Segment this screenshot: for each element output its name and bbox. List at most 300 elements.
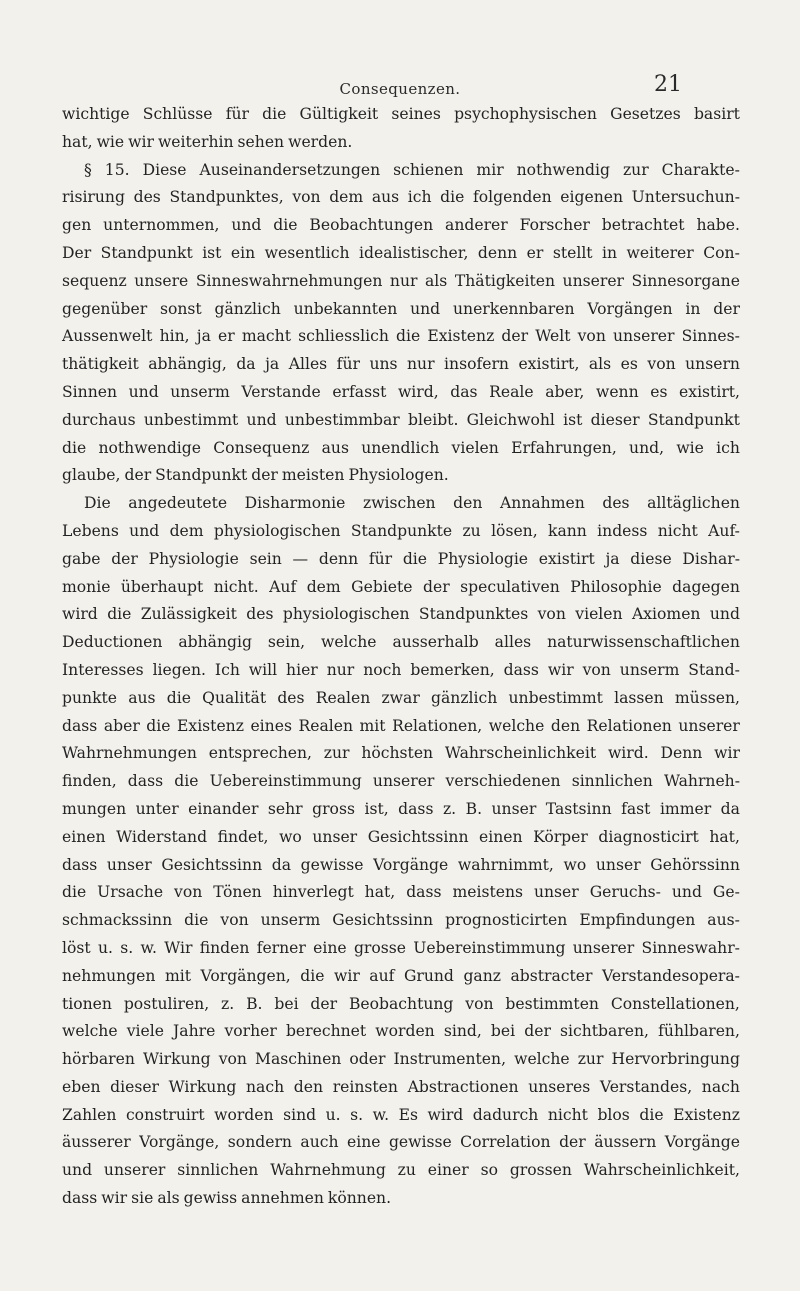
word: Tastsinn [545,799,612,818]
word: dem [329,188,364,207]
word: unserer [678,716,740,735]
word: Wir [164,938,193,957]
word: auch [300,1133,339,1152]
text-line [62,657,740,685]
word: von [220,911,249,930]
text-line [62,740,740,768]
word: Standpunkt [100,243,193,262]
word: wird. [607,744,649,763]
word: meisten [281,466,345,485]
text-line [62,796,740,824]
word: unbestimmt [143,410,239,429]
word: Gesichtssinn [332,911,434,930]
word: betrachtet [601,216,685,235]
word: die [174,772,199,791]
word: unsere [134,271,189,290]
word: Zulässigkeit [140,605,237,624]
word: Widerstand [116,827,208,846]
word: Disharmonie [244,494,346,513]
word: schmackssinn [62,911,173,930]
word: naturwissenschaftlichen [547,633,740,652]
word: prognosticirten [445,911,568,930]
word: schienen [393,160,464,179]
word: § [84,160,92,179]
word: zur [323,744,350,763]
word: da [236,355,256,374]
word: verschiedenen [445,772,561,791]
word: sinnlichen [177,1161,259,1180]
word: Thätigkeiten [454,271,556,290]
word: von [537,605,566,624]
word: entsprechen, [208,744,312,763]
text-line [62,601,740,629]
word: Standpunkt [155,466,248,485]
word: annehmen [241,1189,324,1208]
word: können. [327,1189,392,1208]
word: Constellationen, [610,994,740,1013]
word: den [293,1077,324,1096]
word: Lebens [62,521,119,540]
word: unbestimmbar [284,410,400,429]
word: wir [547,660,574,679]
word: bei [274,994,299,1013]
text-line [62,824,740,852]
word: und [231,216,262,235]
word: dadurch [472,1105,539,1124]
word: gabe [62,549,101,568]
word: für [368,549,393,568]
word: Verstande [241,382,321,401]
word: Sinneswahrnehmungen [195,271,383,290]
word: risirung [62,188,125,207]
word: vielen [575,605,623,624]
word: als [157,1189,180,1208]
word: abhängig [178,633,252,652]
word: ich [407,188,432,207]
word: Es [398,1105,418,1124]
word: nothwendig [516,160,610,179]
word: diese [630,549,672,568]
word: sehr [267,799,303,818]
word: nur [389,271,418,290]
word: dass [398,799,434,818]
word: postuliren, [123,994,210,1013]
word: des [246,605,274,624]
word: unseres [528,1077,591,1096]
word: dagegen [672,577,740,596]
word: Gleichwohl [466,410,555,429]
word: viele [126,1022,164,1041]
word: des [277,688,305,707]
word: physiologischen [213,521,341,540]
word: von [582,660,611,679]
word: Auf [269,577,297,596]
word: ferner [256,938,306,957]
word: Vorgängen [587,299,673,318]
word: Sinnes- [681,327,740,346]
word: die [62,883,87,902]
word: die [440,188,465,207]
word: dass [406,883,442,902]
text-line [62,629,740,657]
word: er [218,327,235,346]
word: dass [127,772,164,791]
word: Existenz [177,716,244,735]
word: gewisse [300,855,364,874]
word: sind [283,1105,317,1124]
word: durchaus [62,410,136,429]
word: die [166,688,191,707]
word: der [310,994,338,1013]
word: findet, [217,827,269,846]
word: wo [279,827,302,846]
word: Sinneswahr- [641,938,740,957]
word: fühlbaren, [658,1022,740,1041]
word: unser [106,855,152,874]
text-line [62,1129,740,1157]
word: Vorgängen, [200,966,291,985]
word: und [410,299,441,318]
word: welche [62,1022,118,1041]
word: von [218,1050,247,1069]
word: der [124,466,152,485]
word: insofern [444,355,509,374]
word: Gebiete [351,577,413,596]
word: von [465,994,494,1013]
word: unser [312,827,358,846]
word: unser [595,855,641,874]
word: ja [605,549,620,568]
word: die [300,966,325,985]
word: des [133,188,161,207]
word: Wahrneh- [663,772,740,791]
word: vorher [224,1022,277,1041]
word: und [62,1161,93,1180]
word: hat, [62,132,93,151]
word: die [146,716,171,735]
word: für [336,355,360,374]
word: diagnosticirt [598,827,699,846]
word: als [588,355,612,374]
word: Consequenz [213,438,310,457]
word: schliesslich [298,327,389,346]
text-line [62,907,740,935]
word: folgenden [473,188,552,207]
word: existirt, [518,355,580,374]
word: physiologischen [282,605,410,624]
word: wird, [397,382,439,401]
word: sein [249,549,282,568]
word: nicht. [213,577,259,596]
word: Physiologie [148,549,239,568]
word: B. [465,799,483,818]
word: bei [490,1022,516,1041]
word: Relationen [586,716,672,735]
word: Beobachtungen [309,216,434,235]
word: dass [62,1189,98,1208]
word: berechnet [285,1022,367,1041]
word: meistens [452,883,523,902]
word: nicht [657,521,698,540]
word: w. [140,938,157,957]
word: Correlation [460,1133,551,1152]
word: ist [202,243,222,262]
word: denn [318,549,359,568]
word: gegenüber [62,299,148,318]
word: z. [221,994,235,1013]
word: Denn [660,744,703,763]
word: hat, [364,883,396,902]
word: einer [427,1161,469,1180]
word: grosse [353,938,406,957]
word: liegen. [152,660,206,679]
word: w. [372,1105,390,1124]
text-line [62,407,740,435]
word: sequenz [62,271,127,290]
word: eigenen [560,188,624,207]
word: nicht [547,1105,588,1124]
word: tionen [62,994,112,1013]
word: abhängig, [148,355,227,374]
word: Standpunkt [647,410,740,429]
word: unternommen, [103,216,220,235]
word: ganz [463,966,501,985]
word: will [248,660,278,679]
word: den [453,494,483,513]
word: wird [62,605,98,624]
word: Uebereinstimmung [413,938,566,957]
word: Diese [142,160,187,179]
word: aber [103,716,140,735]
word: sichtbaren, [560,1022,650,1041]
word: unser [491,799,537,818]
word: Geruchs- [589,883,661,902]
word: Maschinen [255,1050,342,1069]
word: nur [326,660,355,679]
word: zwar [381,688,420,707]
text-line [62,574,740,602]
word: bestimmten [505,994,599,1013]
word: nothwendige [98,438,201,457]
word: ist [563,410,583,429]
word: und, [629,438,665,457]
text-line [62,1074,740,1102]
word: reinsten [332,1077,398,1096]
word: hier [286,660,318,679]
word: weiterhin [157,132,234,151]
word: überhaupt [120,577,204,596]
word: Wahrscheinlichkeit, [583,1161,740,1180]
word: des [602,494,630,513]
word: die [184,911,209,930]
word: u. [325,1105,341,1124]
word: der [524,1022,551,1041]
word: und [709,605,740,624]
word: welche [320,633,377,652]
word: dass [62,855,98,874]
word: Hervorbringung [611,1050,740,1069]
word: noch [363,660,402,679]
word: uns [369,355,398,374]
word: idealistischer, [359,243,469,262]
word: gewisse [388,1133,452,1152]
text-line [62,268,740,296]
word: Existenz [427,327,495,346]
word: mit [164,966,192,985]
word: Schlüsse [142,105,213,123]
text-line [62,157,740,185]
word: zu [462,521,481,540]
word: ja [265,355,280,374]
word: wir [333,966,360,985]
word: unserm [260,911,321,930]
word: erfasst [332,382,387,401]
word: lassen [614,688,664,707]
word: mungen [62,799,127,818]
word: Wirkung [168,1077,237,1096]
word: kann [548,521,587,540]
word: Vorgänge [664,1133,740,1152]
word: oder [349,1050,386,1069]
word: psychophysischen [454,105,597,123]
word: Zahlen [62,1105,117,1124]
word: wir [101,1189,128,1208]
word: Physiologen. [348,466,449,485]
word: welche [488,716,545,735]
word: eine [346,1133,381,1152]
word: er [526,243,544,262]
word: habe. [696,216,740,235]
word: Relationen, [392,716,483,735]
word: es [650,382,668,401]
word: ausserhalb [392,633,479,652]
word: wird [427,1105,464,1124]
word: ja [196,327,211,346]
word: einen [479,827,523,846]
text-line [62,323,740,351]
word: Stand- [688,660,740,679]
word: Ich [214,660,240,679]
word: indess [597,521,648,540]
word: basirt [693,105,740,123]
word: als [425,271,448,290]
word: Beobachtung [348,994,454,1013]
word: thätigkeit [62,355,139,374]
word: die [273,216,298,235]
word: 15. [104,160,130,179]
word: Die [84,494,111,513]
word: zu [397,1161,416,1180]
word: sinnlichen [571,772,653,791]
word: einen [62,827,106,846]
word: gänzlich [214,299,281,318]
word: unerkennbaren [452,299,575,318]
word: Empfindungen [579,911,696,930]
word: mir [476,160,504,179]
word: unendlich [361,438,440,457]
word: die [262,105,287,123]
word: unserer [372,772,435,791]
word: da [271,855,292,874]
word: Erfahrungen, [511,438,617,457]
word: Existenz [673,1105,740,1124]
word: B. [246,994,263,1013]
word: so [480,1161,498,1180]
word: zwischen [362,494,436,513]
word: wie [676,438,704,457]
word: hat, [709,827,740,846]
word: zur [577,1050,604,1069]
word: Abstractionen [407,1077,519,1096]
word: Dishar- [682,549,740,568]
word: alles [494,633,532,652]
word: Uebereinstimmung [209,772,362,791]
word: die [107,605,132,624]
word: Gesichtssinn [161,855,263,874]
text-line [62,518,740,546]
word: der [501,327,529,346]
word: wir [128,132,154,151]
word: eben [62,1077,101,1096]
word: nur [407,355,435,374]
word: eines [250,716,292,735]
word: äussern [594,1133,657,1152]
word: Welt [535,327,571,346]
word: Untersuchun- [631,188,740,207]
text-line [62,1018,740,1046]
word: weiterer [626,243,694,262]
word: Realen [315,688,371,707]
text-line [62,879,740,907]
text-line [62,1046,740,1074]
word: angedeutete [128,494,228,513]
word: Vorgänge, [139,1133,220,1152]
text-line [62,768,740,796]
text-line [62,240,740,268]
word: und [128,382,159,401]
word: unbekannten [293,299,398,318]
word: unserer [572,938,635,957]
word: seines [391,105,441,123]
word: Standpunktes [418,605,529,624]
word: der [251,466,278,485]
word: aus- [707,911,740,930]
word: und [246,410,277,429]
word: in [685,299,701,318]
word: wenn [595,382,639,401]
word: Alles [288,355,328,374]
word: die [639,1105,664,1124]
text-line [62,685,740,713]
word: monie [62,577,111,596]
text-line [62,101,740,129]
word: aus [128,688,156,707]
word: müssen, [674,688,740,707]
word: Vorgänge [373,855,449,874]
word: Instrumenten, [393,1050,507,1069]
word: der [423,577,450,596]
word: worden [375,1022,435,1041]
word: dem [169,521,204,540]
word: sondern [227,1133,292,1152]
word: aus [371,188,400,207]
word: Gesetzes [610,105,681,123]
word: es [620,355,638,374]
word: der [559,1133,586,1152]
word: wie [96,132,125,151]
word: Physiologie [437,549,529,568]
word: dem [306,577,341,596]
